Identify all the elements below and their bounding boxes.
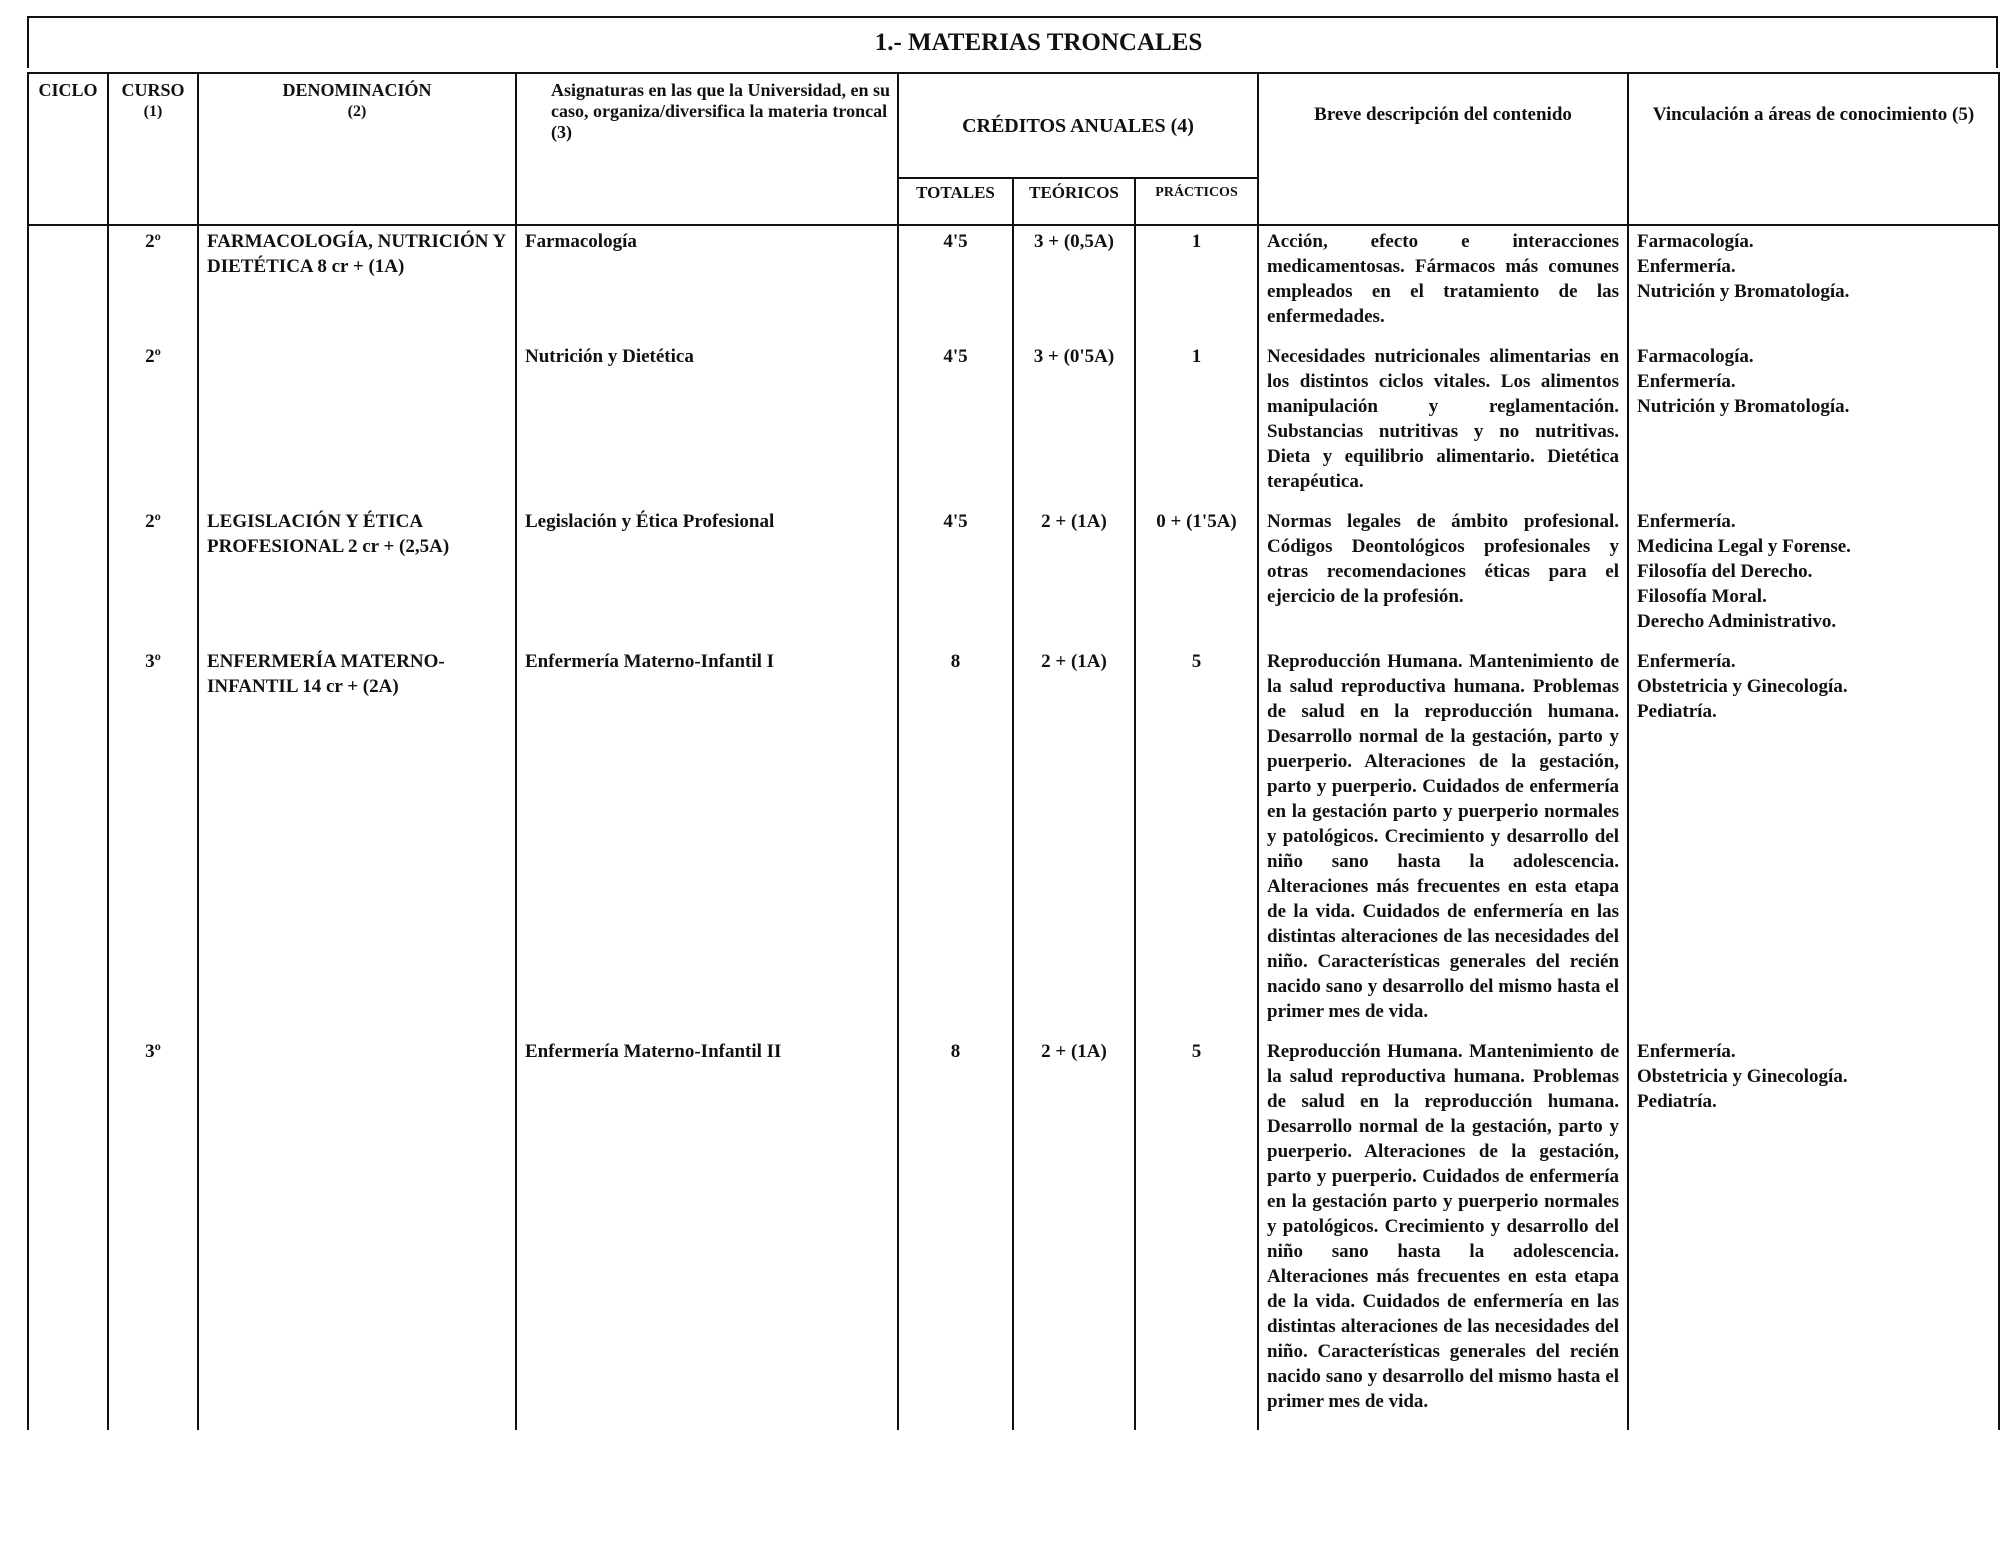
area-item: Filosofía del Derecho. bbox=[1637, 561, 1813, 582]
cell-areas bbox=[1628, 341, 1999, 506]
table-row bbox=[28, 225, 1999, 341]
cell-asignatura: Legislación y Ética Profesional bbox=[516, 506, 898, 646]
cell-teoricos: 3 + (0'5A) bbox=[1013, 341, 1135, 506]
cell-practicos: 1 bbox=[1135, 225, 1258, 341]
cell-areas bbox=[1628, 225, 1999, 341]
cell-practicos: 1 bbox=[1135, 341, 1258, 506]
header-ciclo bbox=[28, 73, 108, 225]
cell-denominacion: ENFERMERÍA MATERNO-INFANTIL 14 cr + (2A) bbox=[198, 646, 516, 1036]
cell-descripcion: Reproducción Humana. Mantenimiento de la salud reproductiva humana. Problemas de salud en la reproducción humana. Desarrollo normal de la gestación, parto y puerperio. Alteraciones de la gestación, parto y puerperio. Cuidados de enfermería en la gestación parto y puerperio normales y patológicos. Crecimiento y desarrollo del niño sano hasta la adolescencia. Alteraciones más frecuentes en esta etapa de la vida. Cuidados de enfermería en las distintas alteraciones de las necesidades del niño. Características generales del recién nacido sano y desarrollo del mismo hasta el primer mes de vida. bbox=[1258, 646, 1628, 1036]
header-descripcion-label: Breve descripción del contenido bbox=[1314, 104, 1572, 125]
area-item: Enfermería. bbox=[1637, 1041, 1736, 1062]
header-curso-label: CURSO bbox=[121, 80, 185, 100]
cell-totales: 4'5 bbox=[898, 341, 1013, 506]
area-item: Obstetricia y Ginecología. bbox=[1637, 1066, 1848, 1087]
cell-teoricos: 2 + (1A) bbox=[1013, 506, 1135, 646]
area-item: Nutrición y Bromatología. bbox=[1637, 396, 1850, 417]
cell-denominacion: FARMACOLOGÍA, NUTRICIÓN Y DIETÉTICA 8 cr + (1A) bbox=[198, 225, 516, 341]
header-curso bbox=[108, 73, 198, 225]
area-item: Pediatría. bbox=[1637, 701, 1717, 722]
cell-descripcion: Necesidades nutricionales alimentarias en los distintos ciclos vitales. Los alimentos manipulación y reglamentación. Substancias nutritivas y no nutritivas. Dieta y equilibrio alimentario. Dietética terapéutica. bbox=[1258, 341, 1628, 506]
cell-practicos: 5 bbox=[1135, 646, 1258, 1036]
cell-totales: 4'5 bbox=[898, 225, 1013, 341]
header-asignaturas bbox=[516, 73, 898, 225]
area-item: Enfermería. bbox=[1637, 371, 1736, 392]
area-item: Pediatría. bbox=[1637, 1091, 1717, 1112]
cell-ciclo bbox=[28, 225, 108, 341]
cell-asignatura: Nutrición y Dietética bbox=[516, 341, 898, 506]
header-totales: TOTALES bbox=[898, 178, 1013, 225]
table-row bbox=[28, 646, 1999, 1036]
header-denominacion bbox=[198, 73, 516, 225]
area-item: Medicina Legal y Forense. bbox=[1637, 536, 1851, 557]
cell-teoricos: 2 + (1A) bbox=[1013, 646, 1135, 1036]
cell-curso: 2º bbox=[108, 506, 198, 646]
cell-ciclo bbox=[28, 1036, 108, 1430]
cell-curso: 3º bbox=[108, 1036, 198, 1430]
header-vinculacion-label: Vinculación a áreas de conocimiento (5) bbox=[1652, 104, 1975, 125]
header-ciclo-label: CICLO bbox=[38, 80, 98, 100]
header-vinculacion bbox=[1628, 73, 1999, 225]
table-body bbox=[28, 225, 1999, 1430]
table-header bbox=[28, 73, 1999, 225]
cell-totales: 4'5 bbox=[898, 506, 1013, 646]
area-item: Derecho Administrativo. bbox=[1637, 611, 1837, 632]
cell-practicos: 0 + (1'5A) bbox=[1135, 506, 1258, 646]
area-item: Obstetricia y Ginecología. bbox=[1637, 676, 1848, 697]
area-item: Nutrición y Bromatología. bbox=[1637, 281, 1850, 302]
cell-areas bbox=[1628, 506, 1999, 646]
header-creditos-label: CRÉDITOS ANUALES (4) bbox=[962, 115, 1194, 138]
cell-ciclo bbox=[28, 646, 108, 1036]
area-item: Filosofía Moral. bbox=[1637, 586, 1767, 607]
cell-descripcion: Normas legales de ámbito profesional. Códigos Deontológicos profesionales y otras recomendaciones éticas para el ejercicio de la profesión. bbox=[1258, 506, 1628, 646]
cell-curso: 2º bbox=[108, 225, 198, 341]
cell-teoricos: 3 + (0,5A) bbox=[1013, 225, 1135, 341]
area-item: Enfermería. bbox=[1637, 256, 1736, 277]
cell-curso: 2º bbox=[108, 341, 198, 506]
header-practicos: PRÁCTICOS bbox=[1135, 178, 1258, 225]
cell-teoricos: 2 + (1A) bbox=[1013, 1036, 1135, 1430]
header-teoricos: TEÓRICOS bbox=[1013, 178, 1135, 225]
cell-asignatura: Enfermería Materno-Infantil I bbox=[516, 646, 898, 1036]
section-title: 1.- MATERIAS TRONCALES bbox=[27, 16, 1998, 68]
cell-areas bbox=[1628, 646, 1999, 1036]
cell-ciclo bbox=[28, 341, 108, 506]
header-descripcion bbox=[1258, 73, 1628, 225]
header-asignaturas-label: Asignaturas en las que la Universidad, en su caso, organiza/diversifica la materia troncal (3) bbox=[551, 80, 891, 142]
cell-totales: 8 bbox=[898, 646, 1013, 1036]
cell-descripcion: Acción, efecto e interacciones medicamentosas. Fármacos más comunes empleados en el tratamiento de las enfermedades. bbox=[1258, 225, 1628, 341]
table-row bbox=[28, 341, 1999, 506]
header-curso-note: (1) bbox=[143, 103, 163, 120]
cell-descripcion: Reproducción Humana. Mantenimiento de la salud reproductiva humana. Problemas de salud en la reproducción humana. Desarrollo normal de la gestación, parto y puerperio. Alteraciones de la gestación, parto y puerperio. Cuidados de enfermería en la gestación parto y puerperio normales y patológicos. Crecimiento y desarrollo del niño sano hasta la adolescencia. Alteraciones más frecuentes en esta etapa de la vida. Cuidados de enfermería en las distintas alteraciones de las necesidades del niño. Características generales del recién nacido sano y desarrollo del mismo hasta el primer mes de vida. bbox=[1258, 1036, 1628, 1430]
area-item: Farmacología. bbox=[1637, 231, 1754, 252]
header-denominacion-label: DENOMINACIÓN bbox=[282, 80, 432, 100]
area-item: Enfermería. bbox=[1637, 651, 1736, 672]
materias-troncales-table bbox=[27, 72, 2000, 1430]
cell-practicos: 5 bbox=[1135, 1036, 1258, 1430]
area-item: Farmacología. bbox=[1637, 346, 1754, 367]
cell-denominacion bbox=[198, 341, 516, 506]
cell-denominacion bbox=[198, 1036, 516, 1430]
cell-asignatura: Enfermería Materno-Infantil II bbox=[516, 1036, 898, 1430]
table-row bbox=[28, 1036, 1999, 1430]
table-row bbox=[28, 506, 1999, 646]
cell-denominacion: LEGISLACIÓN Y ÉTICA PROFESIONAL 2 cr + (2,5A) bbox=[198, 506, 516, 646]
cell-totales: 8 bbox=[898, 1036, 1013, 1430]
area-item: Enfermería. bbox=[1637, 511, 1736, 532]
cell-curso: 3º bbox=[108, 646, 198, 1036]
cell-ciclo bbox=[28, 506, 108, 646]
header-creditos bbox=[898, 73, 1258, 178]
cell-areas bbox=[1628, 1036, 1999, 1430]
header-denominacion-note: (2) bbox=[347, 103, 367, 120]
cell-asignatura: Farmacología bbox=[516, 225, 898, 341]
